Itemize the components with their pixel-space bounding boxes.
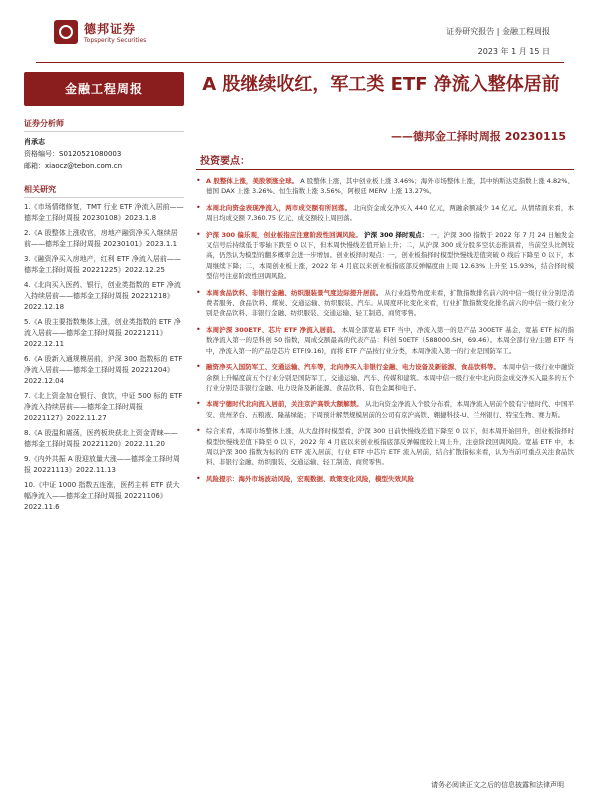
sidebar-banner: 金融工程周报 (24, 72, 184, 106)
keypoint (196, 325, 574, 356)
keypoint-body: 本周中信一级行业中融资余额上升幅度前五个行业分别是国防军工、交通运输、汽车、传媒和建筑。本周中信一级行业中北向资金成交净买入最多的五个行业分别是非银行金融、电力设备及新能源、食品饮料、有色金属和电子。 (206, 363, 574, 392)
related-item[interactable]: 3.《融资净买入房地产，红利 ETF 净流入居前——德邦金工择时周报 20221225》2022.12.25 (24, 255, 181, 274)
keypoint-highlight: 本周沪深 300ETF、芯片 ETF 净流入居前。 (206, 325, 340, 334)
report-subtitle: ——德邦金工择时周报 20230115 (390, 130, 566, 143)
keypoint (196, 230, 574, 282)
keypoint (196, 203, 574, 224)
keypoint (196, 176, 574, 197)
bullet-icon: • (196, 202, 201, 212)
keypoint-highlight: 本周食品饮料、非银行金融、纺织服装景气度边际提升居前。 (206, 288, 383, 297)
keypoint-bold: 沪深 300 择时观点： (364, 230, 429, 239)
keypoint-highlight: 融资净买入国防军工、交通运输、汽车等，北向净买入非银行金融、电力设备及新能源、食品饮料等。 (206, 363, 501, 372)
related-item[interactable]: 1.《市场情绪修复，TMT 行业 ETF 净流入居前——德邦金工择时周报 20230108》2023.1.8 (24, 203, 184, 222)
bullet-icon: • (196, 176, 201, 185)
bullet-icon: • (196, 287, 201, 297)
report-title: A 股继续收红，军工类 ETF 净流入整体居前 (202, 74, 560, 95)
report-type: 证券研究报告 | 金融工程周报 (446, 27, 550, 36)
page-footer: 请务必阅读正文之后的信息披露和法律声明 (431, 781, 564, 789)
bullet-icon: • (196, 399, 201, 409)
keypoint-body: 一，沪深 300 指数于 2022 年 7 月 24 日触发金叉信号后持续低于零轴下跌至 0 以下，但本周快慢线差值开始上升；二，从沪深 300 成分股多空状态推演看，当前空头比例较高，仍然认为模型的翻多概率会进一步增加。创业板择时观点：一，创业板指择时模型快慢线差值突破 0 线后下降至 0 以下，本周继续下降；二，本周创业板上涨，2022 年 4 月底以来创业板指底部反弹幅度由上周 12.63% 上升至 15.93%，结合择时模型信号注意阶段性回调风险。 (206, 230, 574, 281)
sidebar (24, 72, 184, 517)
related-section-label: 相关研究 (24, 184, 184, 198)
report-date: 2023 年 1 月 15 日 (477, 47, 550, 56)
keypoint-highlight: A 股整体上涨，美股领涨全球。 (206, 177, 299, 185)
related-item[interactable]: 6.《A 股新入通规模居前，沪深 300 指数标的 ETF 净流入居前——德邦金工择时周报 20221204》2022.12.04 (24, 355, 183, 385)
related-item[interactable]: 7.《北上资金加仓银行、食饮，中证 500 标的 ETF 净流入持续居前——德邦金工择时周报 20221127》2022.11.27 (24, 392, 183, 422)
bullet-icon: • (196, 324, 201, 334)
keypoint-body: 综合来看，本周市场整体上涨，从大盘择时模型看，沪深 300 日前快慢线差值下降至 0 以下，但本周开始回升，创业板指择时模型快慢线差值下降至 0 以下，2022 年 4 月底以来创业板指底部反弹幅度较上周上升，注意阶段回调风险。宽基 ETF 中，本周以沪深 300 指数为标的的 ETF 流入居前，行业 ETF 中芯片 ETF 流入居前，结合扩散指标来看，认为当前可重点关注食品饮料、非银行金融、纺织服装、交通运输、轻工制造、商贸零售。 (206, 427, 574, 467)
related-item[interactable]: 10.《中证 1000 指数五连涨，医药主料 ETF 获大幅净流入——德邦金工择时周报 20221106》2022.11.6 (24, 481, 180, 511)
related-research-list (24, 202, 184, 513)
keypoint-body: A 股整体上涨，其中创业板上涨 3.46%；海外市场整体上涨，其中纳斯达克指数上涨 4.82%、德国 DAX 上涨 3.26%、恒生指数上涨 3.56%，阿根廷 MERV 上涨 13.27%。 (206, 177, 574, 196)
related-item[interactable]: 9.《内外共振 A 股迎放量大涨——德邦金工择时周报 20221113》2022.11.13 (24, 455, 180, 474)
analyst-cert: 资格编号：S0120521080003 (24, 150, 122, 158)
keypoints-heading: 投资要点： (196, 150, 574, 170)
related-item[interactable]: 5.《A 股主要指数集体上涨，创业类指数的 ETF 净流入居前——德邦金工择时周报 20221211》2022.12.11 (24, 318, 181, 348)
keypoint-highlight: 本周宁德时代北向流入居前，关注京沪高铁大额解禁。 (206, 400, 363, 409)
keypoint (196, 399, 574, 420)
keypoint (196, 362, 574, 393)
keypoint-body: 从北向资金净流入个股分布看，本周净流入居前个股有宁德时代、中国平安、贵州茅台、五粮液、隆基绿能；下周预计解禁规模居前的公司有京沪高铁、翱捷科技-U、兰州银行、特宝生物、赛力斯。 (206, 400, 575, 419)
related-item[interactable]: 8.《A 股温和震荡，医药板块获北上资金青睐——德邦金工择时周报 20221120》2022.11.20 (24, 429, 178, 448)
keypoint-highlight: 风险提示：海外市场波动风险，宏观数据、政策变化风险，模型失效风险 (206, 474, 414, 483)
analyst-info (24, 136, 184, 172)
keypoint-body: 北向资金成交净买入 440 亿元，两融余额减少 14 亿元。从情绪面来看，本周日均成交额 7,360.75 亿元，成交额较上周回落。 (206, 203, 574, 223)
keypoint (196, 288, 574, 319)
analyst-name: 肖承志 (24, 138, 45, 146)
related-item[interactable]: 4.《北向买入医药、银行，创业类指数的 ETF 净流入持续居前——德邦金工择时周报 20221218》2022.12.18 (24, 281, 181, 311)
bullet-icon: • (196, 473, 201, 483)
keypoint-body: 本周全部宽基 ETF 当中，净流入第一的是产品 300ETF 基金，宽基 ETF 标的指数净流入第一的是科创 50 指数，周成交额最高的代表产品：科创 50ETF（588000.SH，69.46）。本周全部行业/主题 ETF 当中，净流入第一的产品是芯片 ETF(9.16)，而将 ETF 产品按行业分类，本周净流入第一的行业是国防军工。 (206, 325, 574, 355)
keypoint-body: 从行业趋势角度来看，扩散指数排名前六的中信一级行业分别是消费者服务、食品饮料、煤炭、交通运输、纺织服装、汽车。从周度环比变化来看，行业扩散指数变化排名前六的中信一级行业分别是食品饮料、非银行金融、纺织服装、交通运输、轻工制造、商贸零售。 (206, 288, 575, 318)
main-content (196, 150, 574, 490)
analyst-section-label: 证券分析师 (24, 118, 184, 132)
keypoint-highlight: 沪深 300 偏乐观，创业板指应注意阶段性回调风险。 (206, 230, 362, 239)
page-header (0, 0, 600, 64)
logo-en: Topsperity Securities (84, 37, 147, 44)
related-item[interactable]: 2.《A 股整体上涨收官，房地产融资净买入继续居前——德邦金工择时周报 20230101》2023.1.1 (24, 229, 178, 248)
bullet-icon: • (196, 362, 201, 372)
keypoint-highlight: 本周北向资金表现净流入，两市成交额有所回落。 (206, 203, 352, 212)
analyst-email[interactable]: 邮箱：xiaocz@tebon.com.cn (24, 162, 123, 170)
header-divider (36, 62, 564, 63)
logo-cn: 德邦证券 (84, 22, 137, 36)
bullet-icon: • (196, 229, 201, 239)
keypoint (196, 426, 574, 468)
bullet-icon: • (196, 426, 201, 436)
keypoint (196, 474, 574, 484)
company-logo (54, 20, 146, 44)
logo-mark-icon (54, 20, 78, 44)
